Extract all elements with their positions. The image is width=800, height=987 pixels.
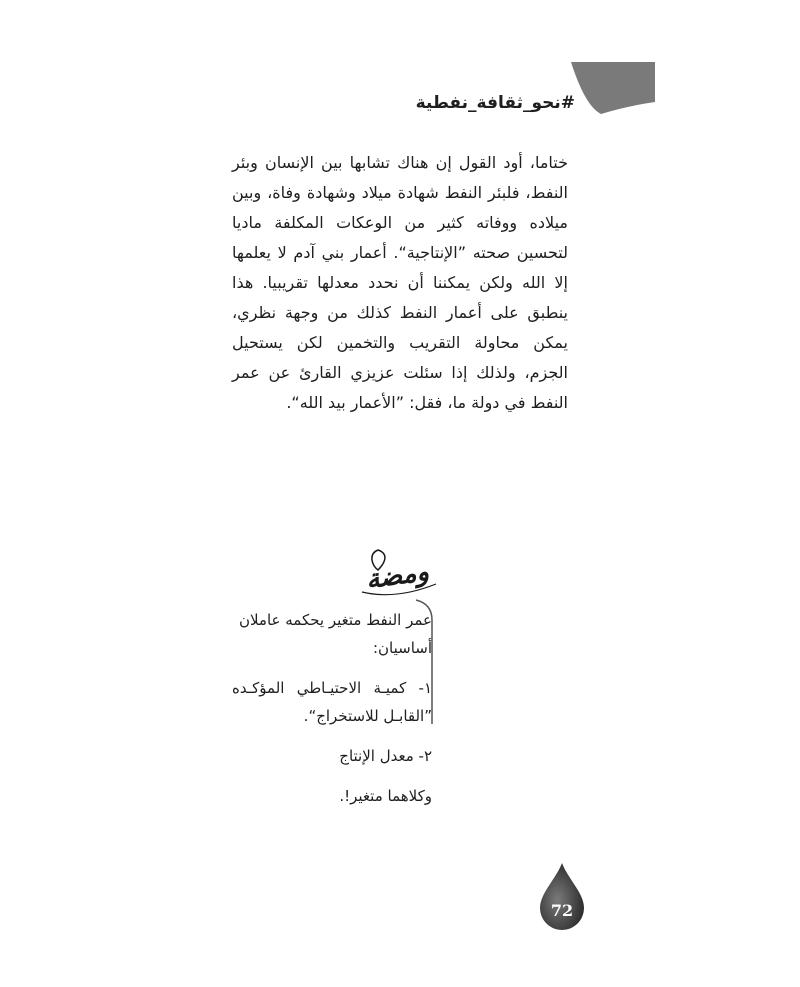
body-paragraph: ختاما، أود القول إن هناك تشابها بين الإنسان وبئر النفط، فلبئر النفط شهادة ميلاد وشهادة وفاة، وبين ميلاده ووفاته كثير من الوعكات المكلفة ماديا لتحسين صحته ”الإنتاجية“. أعمار بني آدم لا يعلمها إلا الله ولكن يمكننا أن نحدد معدلها تقريبيا. هذا ينطبق على أعمار النفط كذلك من وجهة نظري، يمكن محاولة التقريب والتخمين لكن يستحيل الجزم، ولذلك إذا سئلت عزيزي القارئ عن عمر النفط في دولة ما، فقل: ”الأعمار بيد الله“. (232, 153, 568, 412)
mudha-logo-text: ومضة (364, 556, 431, 596)
box-intro: عمر النفط متغير يحكمه عاملان أساسيان: (238, 611, 432, 657)
header-hashtag: #نحو_ثقافة_نفطية (415, 93, 575, 113)
box-conclusion: وكلاهما متغير!. (339, 787, 432, 805)
box-item-1: ١- كميـة الاحتيـاطي المؤكـده ”القابـل للاستخراج“. (232, 679, 432, 725)
page-number: 72 (550, 901, 574, 920)
corner-tab-decoration (565, 62, 655, 114)
box-item-2: ٢- معدل الإنتاج (339, 747, 432, 765)
page-number-drop (538, 861, 586, 931)
mudha-logo (348, 540, 444, 600)
mudha-box (232, 606, 432, 822)
